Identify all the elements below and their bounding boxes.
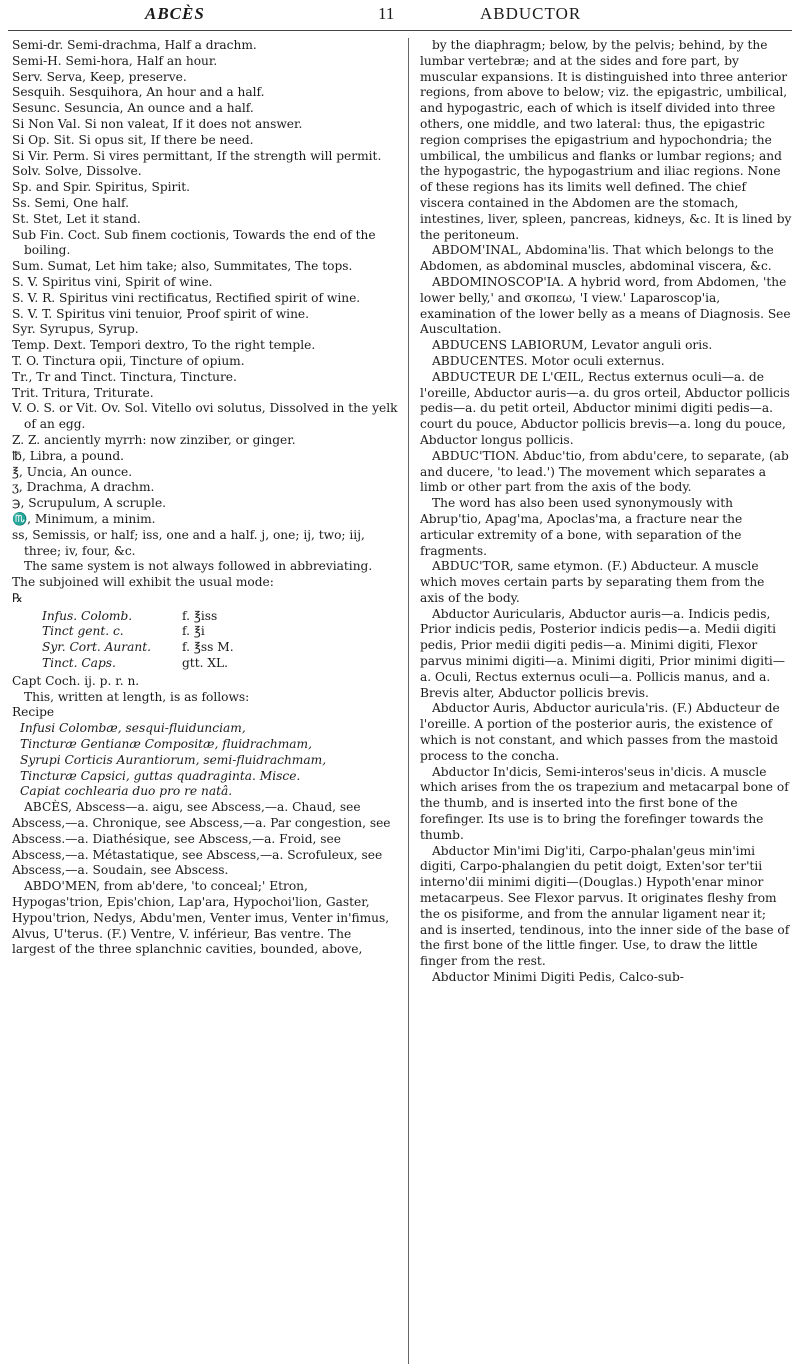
quantity: gtt. XL.: [182, 656, 228, 671]
recipe-block: [12, 705, 398, 800]
dictionary-entry: The word has also been used synonymously with Abrup'tio, Apag'ma, Apoclas'ma, a fracture near the articular extremity of a bone, with separation of the fragments.: [420, 496, 743, 558]
abbreviation-entry: Semi-dr. Semi-drachma, Half a drachm.: [12, 38, 257, 52]
ingredient: Infus. Colomb.: [42, 608, 133, 623]
column-divider: [408, 38, 409, 1364]
dictionary-entry: ABDOMINOSCOP'IA. A hybrid word, from Abdomen, 'the lower belly,' and σκοπεω, 'I view.' Laparoscop'ia, examination of the lower belly as a means of Diagnosis. See Auscultation.: [420, 274, 791, 337]
abbreviation-entry: Sp. and Spir. Spiritus, Spirit.: [12, 180, 191, 195]
abbreviation-entry: ʒ, Drachma, A drachm.: [12, 480, 155, 495]
rx-symbol: ℞: [12, 590, 23, 605]
abbreviation-entry: Sub Fin. Coct. Sub finem coctionis, Towards the end of the boiling.: [12, 227, 376, 258]
abbreviation-entry: St. Stet, Let it stand.: [12, 211, 141, 226]
dictionary-entry: Abductor Auricularis, Abductor auris—a. Indicis pedis, Prior indicis pedis, Posterior indicis pedis—a. Medii digiti pedis, Prior medii digiti pedis—a. Minimi digiti, Flexor parvus minimi digiti—a. Minimi digiti, Prior minimi digiti—a. Oculi, Rectus externus oculi—a. Pollicis manus, and a. Brevis alter, Abductor pollicis brevis.: [420, 606, 785, 700]
abbreviation-entry: T. O. Tinctura opii, Tincture of opium.: [12, 353, 245, 368]
header-right-word: ABDUCTOR: [480, 4, 582, 23]
ingredient: Tinct. Caps.: [42, 656, 116, 671]
dictionary-entry: ABCÈS, Abscess—a. aigu, see Abscess,—a. Chaud, see Abscess,—a. Chronique, see Abscess,—a. Par congestion, see Abscess.—a. Diathésique, see Abscess,—a. Froid, see Abscess,—a. Métastatique, see Abscess,—a. Scrofuleux, see Abscess,—a. Soudain, see Abscess.: [12, 800, 391, 878]
abbreviation-entry: Si Non Val. Si non valeat, If it does not answer.: [12, 116, 303, 131]
abbreviation-entry: Si Vir. Perm. Si vires permittant, If the strength will permit.: [12, 148, 382, 163]
abbreviation-entry: S. V. R. Spiritus vini rectificatus, Rectified spirit of wine.: [12, 290, 361, 305]
abbreviation-entry: Solv. Solve, Dissolve.: [12, 164, 142, 179]
dictionary-entry: ABDOM'INAL, Abdomina'lis. That which belongs to the Abdomen, as abdominal muscles, abdominal viscera, &c.: [420, 243, 774, 274]
abbreviation-entry: ℥, Uncia, An ounce.: [12, 464, 133, 479]
prescription-line: [42, 640, 398, 656]
quantity: f. ℥iss: [182, 608, 218, 623]
prescription-cap: Capt Coch. ij. p. r. n.: [12, 673, 140, 688]
abbreviation-entry: ss, Semissis, or half; iss, one and a half. j, one; ij, two; iij, three; iv, four, &c.: [12, 527, 365, 558]
prescription-line: [42, 624, 398, 640]
abbreviation-entry: Serv. Serva, Keep, preserve.: [12, 69, 187, 84]
abbreviation-entry: ℔, Libra, a pound.: [12, 448, 125, 463]
abbreviation-entry: Trit. Tritura, Triturate.: [12, 385, 154, 400]
prescription-line: [42, 656, 398, 672]
abbreviation-entry: Syr. Syrupus, Syrup.: [12, 322, 139, 337]
abbreviation-entry: S. V. Spiritus vini, Spirit of wine.: [12, 274, 213, 289]
right-entries: [420, 38, 792, 986]
abbreviation-entry: Tr., Tr and Tinct. Tinctura, Tincture.: [12, 369, 237, 384]
prescription-line: [42, 609, 398, 625]
abbreviation-note: The same system is not always followed in abbreviating. The subjoined will exhibit the usual mode:: [12, 559, 373, 590]
abbreviation-entry: ♏, Minimum, a minim.: [12, 511, 156, 526]
abbreviation-entry: Sesunc. Sesuncia, An ounce and a half.: [12, 101, 254, 116]
abbreviation-entry: ℈, Scrupulum, A scruple.: [12, 496, 167, 511]
recipe-heading: Recipe: [12, 705, 55, 720]
dictionary-entry: ABDO'MEN, from ab'dere, 'to conceal;' Etron, Hypogas'trion, Epis'chion, Lap'ara, Hypochoi'lion, Gaster, Hypou'trion, Nedys, Abdu'men, Venter imus, Venter in'fimus, Alvus, U'terus. (F.) Ventre, V. inférieur, Bas ventre. The largest of the three splanchnic cavities, bounded, above,: [12, 879, 390, 957]
abbreviation-entry: Sesquih. Sesquihora, An hour and a half.: [12, 85, 265, 100]
recipe-line: Syrupi Corticis Aurantiorum, semi-fluidrachmam,: [20, 752, 327, 767]
left-entries: [12, 38, 398, 559]
abbreviation-entry: S. V. T. Spiritus vini tenuior, Proof spirit of wine.: [12, 306, 310, 321]
ingredient: Syr. Cort. Aurant.: [42, 640, 151, 655]
recipe-line: Tincturæ Gentianæ Compositæ, fluidrachmam,: [20, 737, 312, 752]
dictionary-entry: ABDUCENTES. Motor oculi externus.: [432, 353, 665, 368]
written-at-length-note: This, written at length, is as follows:: [24, 689, 250, 704]
page-number: 11: [378, 4, 395, 23]
abbreviation-entry: V. O. S. or Vit. Ov. Sol. Vitello ovi solutus, Dissolved in the yelk of an egg.: [12, 401, 398, 432]
dictionary-entry: ABDUCENS LABIORUM, Levator anguli oris.: [432, 338, 713, 353]
recipe-line: Infusi Colombæ, sesqui-fluidunciam,: [20, 721, 246, 736]
recipe-line: Capiat cochlearia duo pro re natâ.: [20, 784, 233, 799]
abbreviation-entry: Z. Z. anciently myrrh: now zinziber, or ginger.: [12, 432, 296, 447]
dictionary-entry: Abductor Minimi Digiti Pedis, Calco-sub-: [432, 970, 684, 985]
header-rule: [8, 30, 792, 31]
abbreviation-entry: Temp. Dext. Tempori dextro, To the right temple.: [12, 338, 316, 353]
dictionary-entry: ABDUCTEUR DE L'ŒIL, Rectus externus oculi—a. de l'oreille, Abductor auris—a. du gros orteil, Abductor pollicis pedis—a. du petit orteil, Abductor minimi digiti pedis—a. court du pouce, Abductor pollicis brevis—a. long du pouce, Abductor longus pollicis.: [420, 369, 790, 447]
header-left-word: ABCÈS: [145, 4, 205, 23]
recipe-line: Tincturæ Capsici, guttas quadraginta. Misce.: [20, 768, 301, 783]
left-tail-entries: [12, 800, 398, 958]
abbreviation-entry: Si Op. Sit. Si opus sit, If there be need.: [12, 132, 254, 147]
abbreviation-entry: Sum. Sumat, Let him take; also, Summitates, The tops.: [12, 259, 353, 274]
ingredient: Tinct gent. c.: [42, 624, 124, 639]
abbreviation-entry: Ss. Semi, One half.: [12, 195, 130, 210]
dictionary-entry: Abductor In'dicis, Semi-interos'seus in'dicis. A muscle which arises from the os trapezium and metacarpal bone of the thumb, and is inserted into the first bone of the forefinger. Its use is to bring the forefinger towards the thumb.: [420, 764, 789, 842]
quantity: f. ℥i: [182, 624, 205, 639]
dictionary-entry: ABDUC'TION. Abduc'tio, from abdu'cere, to separate, (ab and ducere, 'to lead.') The movement which separates a limb or other part from the axis of the body.: [420, 448, 789, 495]
abbreviation-entry: Semi-H. Semi-hora, Half an hour.: [12, 53, 218, 68]
dictionary-entry: Abductor Min'imi Dig'iti, Carpo-phalan'geus min'imi digiti, Carpo-phalangien du petit doigt, Exten'sor ter'tii interno'dii minimi digiti—(Douglas.) Hypoth'enar minor metacarpeus. See Flexor parvus. It originates fleshy from the os pisiforme, and from the annular ligament near it; and is inserted, tendinous, into the inner side of the base of the first bone of the little finger. Use, to draw the little finger from the rest.: [420, 843, 790, 969]
quantity: f. ℥ss M.: [182, 640, 234, 655]
prescription-lines: [42, 609, 398, 672]
right-column: [420, 38, 792, 986]
dictionary-entry: by the diaphragm; below, by the pelvis; behind, by the lumbar vertebræ; and at the sides and fore part, by muscular expansions. It is distinguished into three anterior regions, from above to below; viz. the epigastric, umbilical, and hypogastric, each of which is itself divided into three others, one middle, and two lateral: thus, the epigastric region comprises the epigastrium and hypochondria; the umbilical, the umbilicus and flanks or lumbar regions; and the hypogastric, the hypogastrium and iliac regions. None of these regions has its limits well defined. The chief viscera contained in the Abdomen are the stomach, intestines, liver, spleen, pancreas, kidneys, &c. It is lined by the peritoneum.: [420, 38, 792, 242]
dictionary-entry: Abductor Auris, Abductor auricula'ris. (F.) Abducteur de l'oreille. A portion of the posterior auris, the existence of which is not constant, and which passes from the mastoid process to the concha.: [420, 701, 780, 763]
left-column: [12, 38, 398, 958]
dictionary-entry: ABDUC'TOR, same etymon. (F.) Abducteur. A muscle which moves certain parts by separating them from the axis of the body.: [420, 559, 765, 605]
